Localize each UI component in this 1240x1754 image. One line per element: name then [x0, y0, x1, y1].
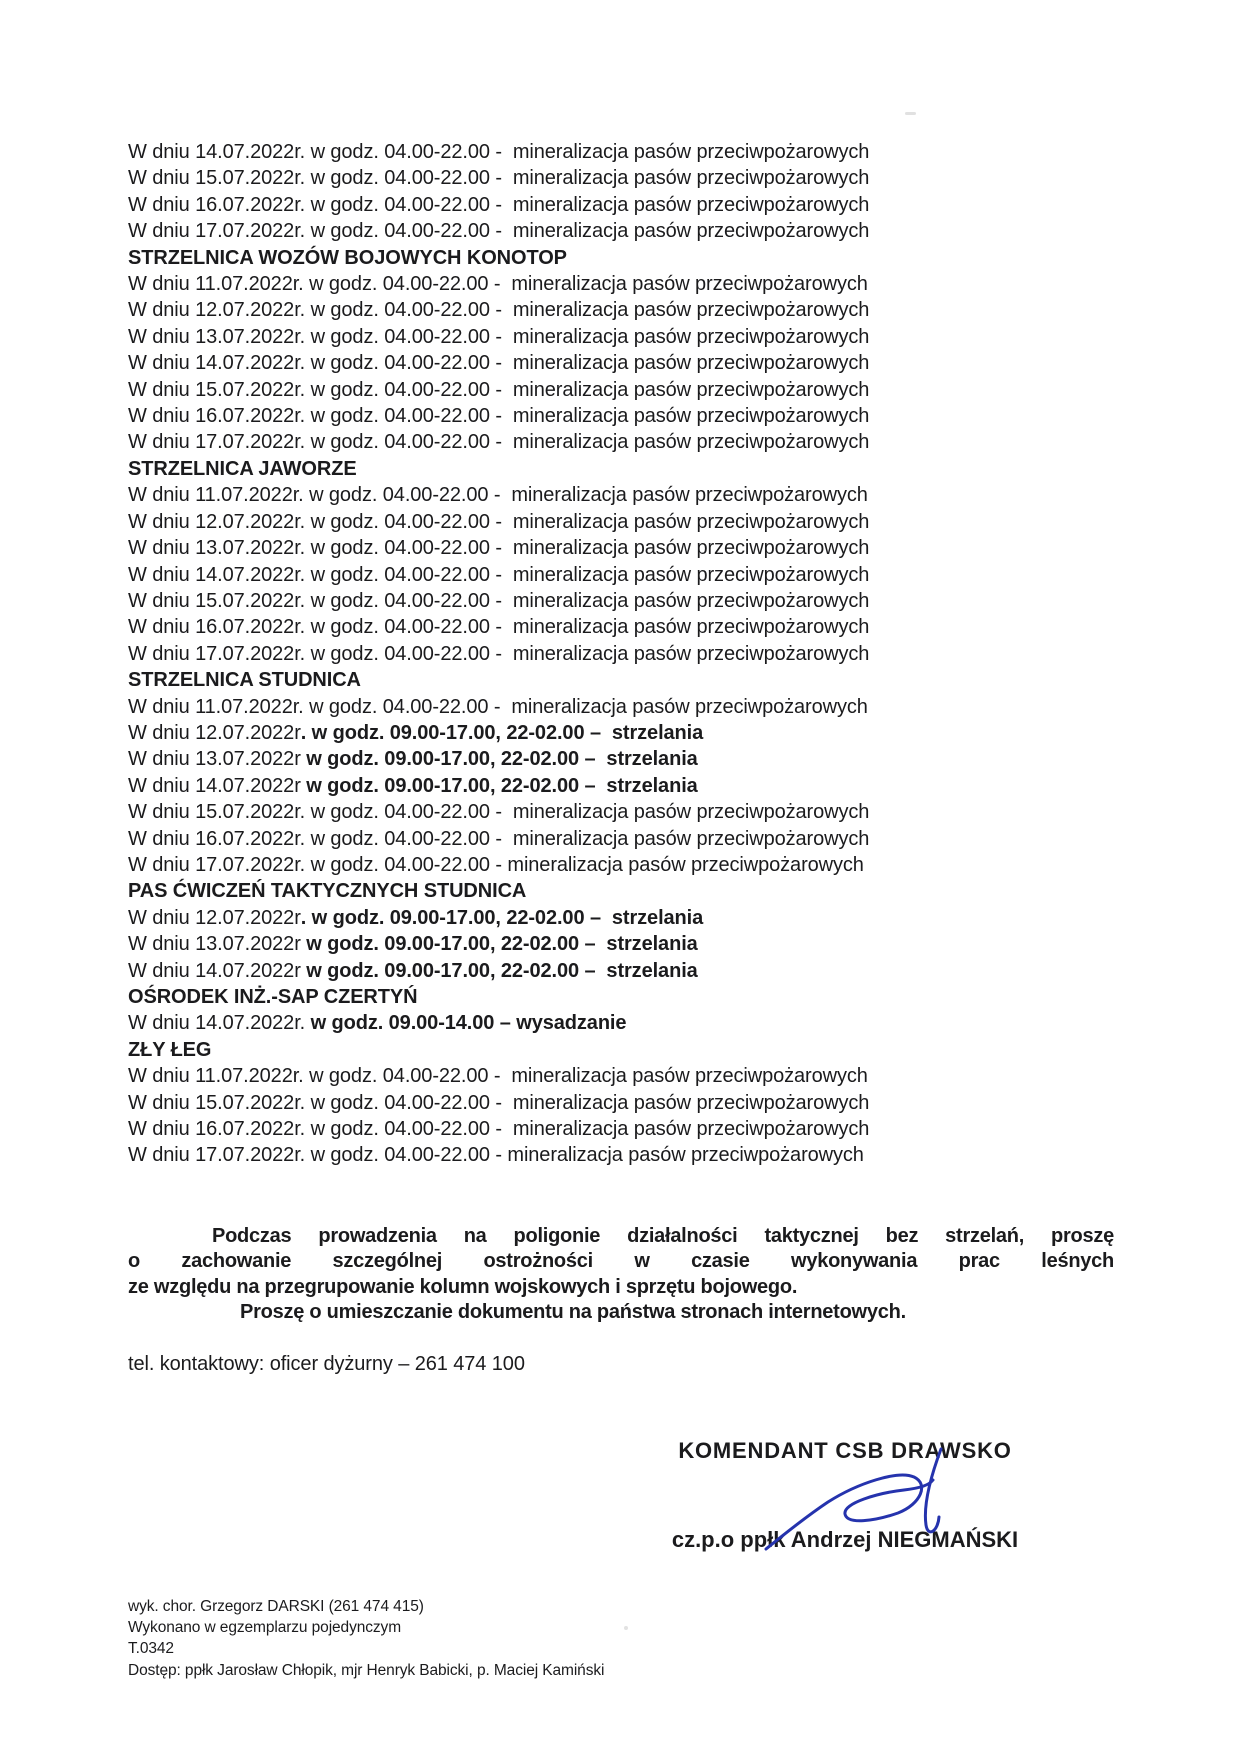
schedule-entry: W dniu 16.07.2022r. w godz. 04.00-22.00 - mineralizacja pasów przeciwpożarowych	[128, 827, 870, 850]
schedule-entry: W dniu 16.07.2022r. w godz. 04.00-22.00 - mineralizacja pasów przeciwpożarowych	[128, 193, 870, 216]
schedule-entry: W dniu 14.07.2022r w godz. 09.00-17.00, 22-02.00 – strzelania	[128, 774, 698, 797]
schedule-entry: W dniu 13.07.2022r w godz. 09.00-17.00, 22-02.00 – strzelania	[128, 748, 698, 771]
schedule-entry: W dniu 14.07.2022r. w godz. 04.00-22.00 - mineralizacja pasów przeciwpożarowych	[128, 352, 870, 375]
schedule-entry: W dniu 13.07.2022r w godz. 09.00-17.00, 22-02.00 – strzelania	[128, 933, 698, 956]
footer-block	[128, 1596, 604, 1681]
signature-name: cz.p.o ppłk Andrzej NIEGMAŃSKI	[671, 1527, 1019, 1552]
schedule-entry: W dniu 16.07.2022r. w godz. 04.00-22.00 - mineralizacja pasów przeciwpożarowych	[128, 405, 870, 428]
notice-line: ze względu na przegrupowanie kolumn wojskowych i sprzętu bojowego.	[128, 1275, 798, 1298]
footer-line: Wykonano w egzemplarzu pojedynczym	[128, 1619, 402, 1637]
schedule-entry: W dniu 14.07.2022r. w godz. 04.00-22.00 - mineralizacja pasów przeciwpożarowych	[128, 563, 870, 586]
schedule-entry: W dniu 16.07.2022r. w godz. 04.00-22.00 - mineralizacja pasów przeciwpożarowych	[128, 616, 870, 639]
schedule-entry: W dniu 15.07.2022r. w godz. 04.00-22.00 - mineralizacja pasów przeciwpożarowych	[128, 589, 870, 612]
signature-title: KOMENDANT CSB DRAWSKO	[678, 1438, 1012, 1463]
schedule-entry: W dniu 12.07.2022r. w godz. 04.00-22.00 - mineralizacja pasów przeciwpożarowych	[128, 510, 870, 533]
footer-line: Dostęp: ppłk Jarosław Chłopik, mjr Henryk Babicki, p. Maciej Kamiński	[128, 1661, 605, 1679]
schedule-entry: W dniu 16.07.2022r. w godz. 04.00-22.00 - mineralizacja pasów przeciwpożarowych	[128, 1118, 870, 1141]
notice-line: o zachowanie szczególnej ostrożności w czasie wykonywania prac leśnych	[128, 1250, 1114, 1273]
schedule-entry: W dniu 12.07.2022r. w godz. 09.00-17.00, 22-02.00 – strzelania	[128, 721, 704, 744]
schedule-list	[128, 139, 869, 1169]
section-header: PAS ĆWICZEŃ TAKTYCZNYCH STUDNICA	[128, 880, 527, 903]
schedule-entry: W dniu 11.07.2022r. w godz. 04.00-22.00 - mineralizacja pasów przeciwpożarowych	[128, 273, 868, 296]
schedule-entry: W dniu 11.07.2022r. w godz. 04.00-22.00 - mineralizacja pasów przeciwpożarowych	[128, 1065, 868, 1088]
notice-line: Podczas prowadzenia na poligonie działalności taktycznej bez strzelań, proszę	[212, 1225, 1114, 1247]
schedule-entry: W dniu 13.07.2022r. w godz. 04.00-22.00 - mineralizacja pasów przeciwpożarowych	[128, 325, 870, 348]
schedule-entry: W dniu 17.07.2022r. w godz. 04.00-22.00 - mineralizacja pasów przeciwpożarowych	[128, 853, 864, 876]
contact-line: tel. kontaktowy: oficer dyżurny – 261 474 100	[128, 1353, 525, 1375]
schedule-entry: W dniu 15.07.2022r. w godz. 04.00-22.00 - mineralizacja pasów przeciwpożarowych	[128, 167, 870, 190]
section-header: STRZELNICA JAWORZE	[128, 457, 357, 480]
schedule-entry: W dniu 17.07.2022r. w godz. 04.00-22.00 - mineralizacja pasów przeciwpożarowych	[128, 220, 870, 243]
schedule-entry: W dniu 13.07.2022r. w godz. 04.00-22.00 - mineralizacja pasów przeciwpożarowych	[128, 537, 870, 560]
footer-line: T.0342	[128, 1640, 174, 1658]
schedule-entry: W dniu 14.07.2022r. w godz. 04.00-22.00 - mineralizacja pasów przeciwpożarowych	[128, 141, 870, 163]
signature-block	[610, 1438, 1080, 1553]
scan-speck	[624, 1626, 628, 1630]
notice-paragraph	[128, 1224, 1114, 1326]
schedule-entry: W dniu 11.07.2022r. w godz. 04.00-22.00 - mineralizacja pasów przeciwpożarowych	[128, 484, 868, 507]
schedule-entry: W dniu 11.07.2022r. w godz. 04.00-22.00 - mineralizacja pasów przeciwpożarowych	[128, 695, 868, 718]
section-header: STRZELNICA WOZÓW BOJOWYCH KONOTOP	[128, 246, 567, 269]
section-header: ZŁY ŁEG	[128, 1038, 212, 1061]
scan-speck	[905, 112, 916, 115]
footer-line: wyk. chor. Grzegorz DARSKI (261 474 415)	[128, 1598, 424, 1615]
schedule-entry: W dniu 12.07.2022r. w godz. 09.00-17.00, 22-02.00 – strzelania	[128, 906, 704, 929]
section-header: OŚRODEK INŻ.-SAP CZERTYŃ	[128, 986, 418, 1008]
schedule-entry: W dniu 17.07.2022r. w godz. 04.00-22.00 - mineralizacja pasów przeciwpożarowych	[128, 431, 870, 454]
schedule-entry: W dniu 14.07.2022r w godz. 09.00-17.00, 22-02.00 – strzelania	[128, 959, 698, 982]
schedule-entry: W dniu 14.07.2022r. w godz. 09.00-14.00 – wysadzanie	[128, 1012, 627, 1035]
section-header: STRZELNICA STUDNICA	[128, 669, 361, 692]
notice-line: Proszę o umieszczanie dokumentu na państwa stronach internetowych.	[240, 1301, 906, 1324]
schedule-entry: W dniu 17.07.2022r. w godz. 04.00-22.00 - mineralizacja pasów przeciwpożarowych	[128, 1144, 864, 1167]
schedule-entry: W dniu 12.07.2022r. w godz. 04.00-22.00 - mineralizacja pasów przeciwpożarowych	[128, 299, 870, 322]
schedule-entry: W dniu 15.07.2022r. w godz. 04.00-22.00 - mineralizacja pasów przeciwpożarowych	[128, 378, 870, 401]
schedule-entry: W dniu 15.07.2022r. w godz. 04.00-22.00 - mineralizacja pasów przeciwpożarowych	[128, 1091, 870, 1114]
schedule-entry: W dniu 15.07.2022r. w godz. 04.00-22.00 - mineralizacja pasów przeciwpożarowych	[128, 801, 870, 824]
schedule-entry: W dniu 17.07.2022r. w godz. 04.00-22.00 - mineralizacja pasów przeciwpożarowych	[128, 642, 870, 665]
